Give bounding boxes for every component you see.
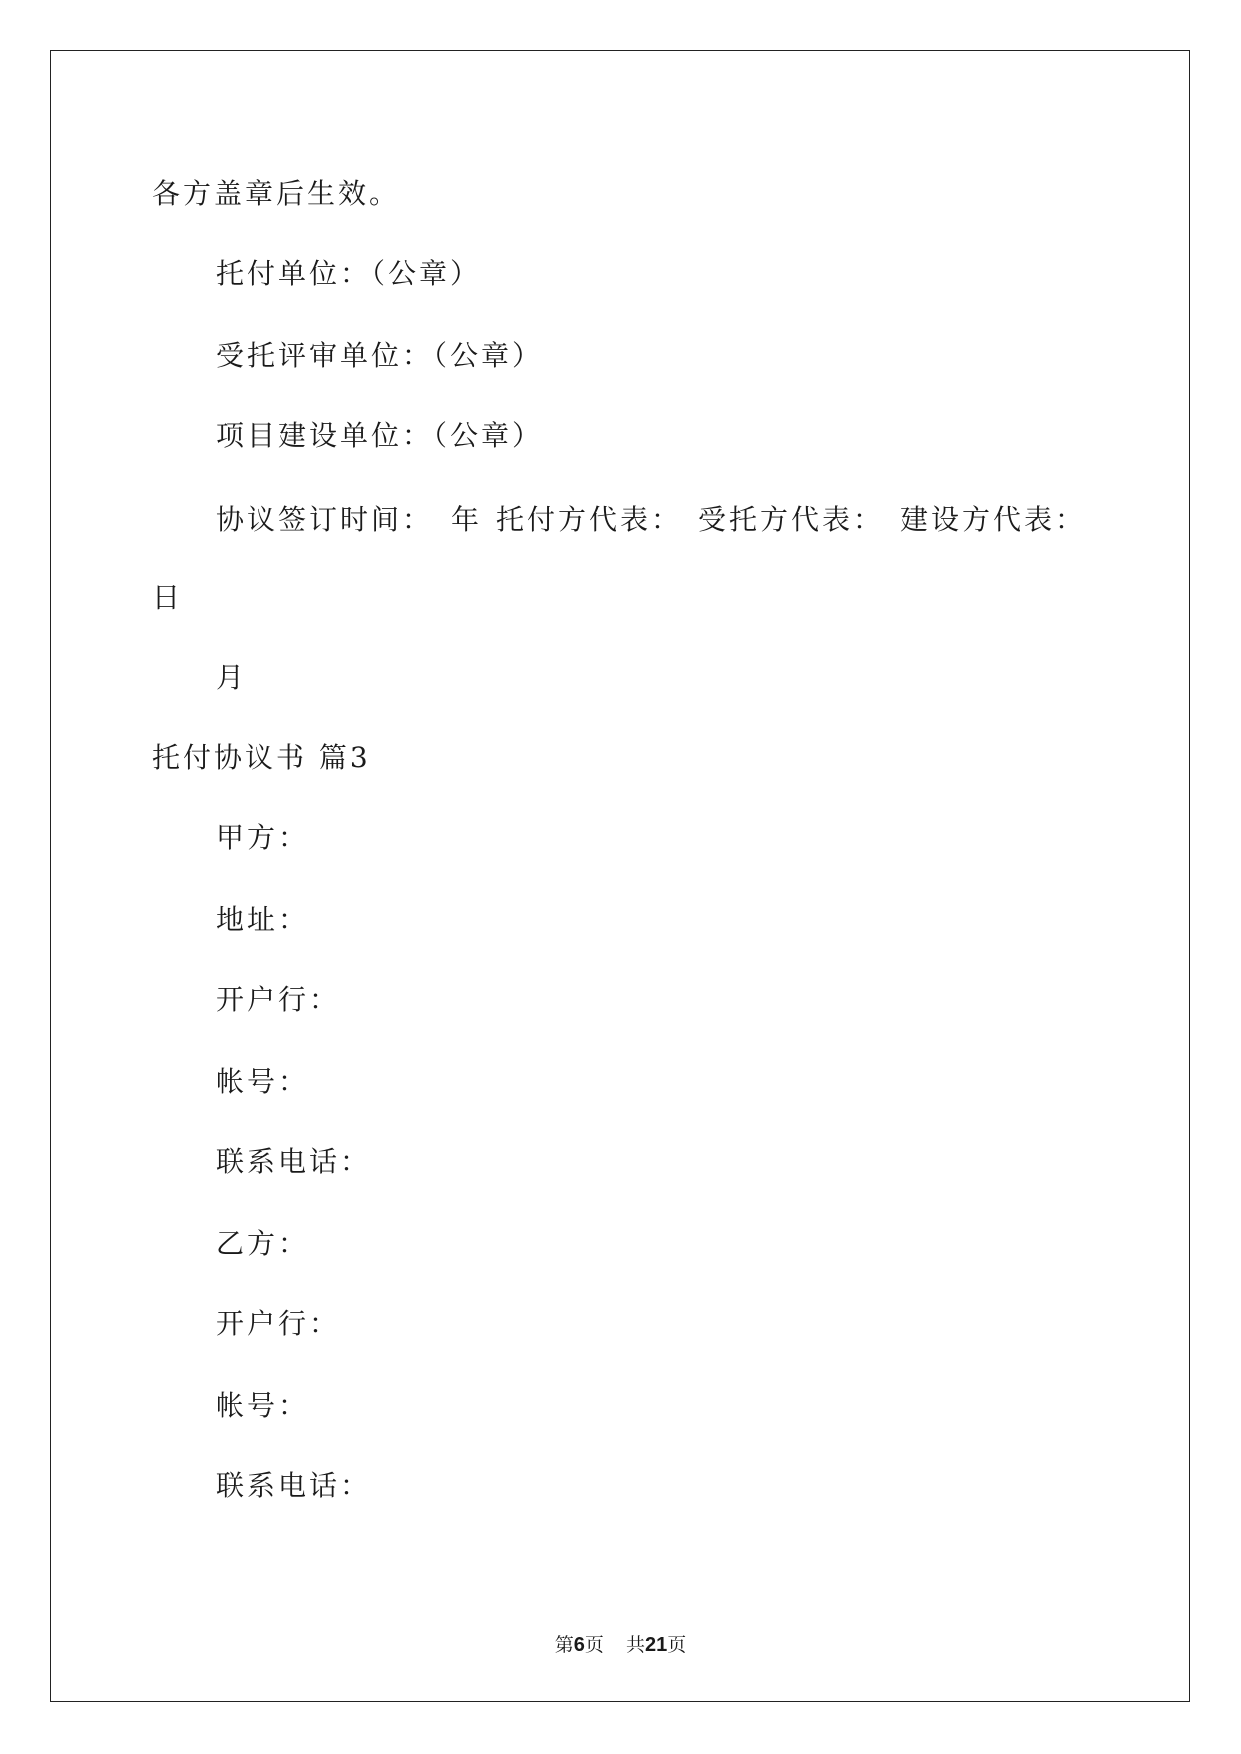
builder-rep-label: 建设方代表： xyxy=(900,503,1087,536)
footer-total-prefix: 共 xyxy=(625,1634,645,1656)
party-a-bank-field: 开户行： xyxy=(216,983,341,1016)
client-unit-seal-line: 托付单位：（公章） xyxy=(216,257,482,290)
page-border xyxy=(50,50,1190,1702)
footer-total-suffix: 页 xyxy=(667,1634,687,1656)
party-a-account-field: 帐号： xyxy=(216,1065,310,1098)
client-rep-label: 托付方代表： xyxy=(496,503,683,536)
trustee-rep-label: 受托方代表： xyxy=(698,503,885,536)
clause-text: 各方盖章后生效。 xyxy=(152,177,401,210)
page-footer xyxy=(0,1633,1241,1657)
signing-month-label: 月 xyxy=(216,661,248,694)
footer-total-pages: 21 xyxy=(644,1634,668,1656)
footer-page-prefix: 第 xyxy=(554,1634,574,1656)
signing-time-label: 协议签订时间： xyxy=(216,503,434,536)
footer-page-number: 6 xyxy=(573,1634,585,1656)
party-a-address-field: 地址： xyxy=(216,903,310,936)
trustee-unit-seal-line: 受托评审单位：（公章） xyxy=(216,339,544,372)
party-b-phone-field: 联系电话： xyxy=(216,1469,372,1502)
footer-page-suffix: 页 xyxy=(584,1634,604,1656)
party-b-field: 乙方： xyxy=(216,1227,310,1260)
party-a-phone-field: 联系电话： xyxy=(216,1145,372,1178)
party-a-field: 甲方： xyxy=(216,821,310,854)
signing-year-label: 年 xyxy=(451,503,483,536)
signing-day-label: 日 xyxy=(152,581,184,614)
builder-unit-seal-line: 项目建设单位：（公章） xyxy=(216,419,544,452)
section-title: 托付协议书 篇3 xyxy=(152,741,371,774)
party-b-account-field: 帐号： xyxy=(216,1389,310,1422)
party-b-bank-field: 开户行： xyxy=(216,1307,341,1340)
